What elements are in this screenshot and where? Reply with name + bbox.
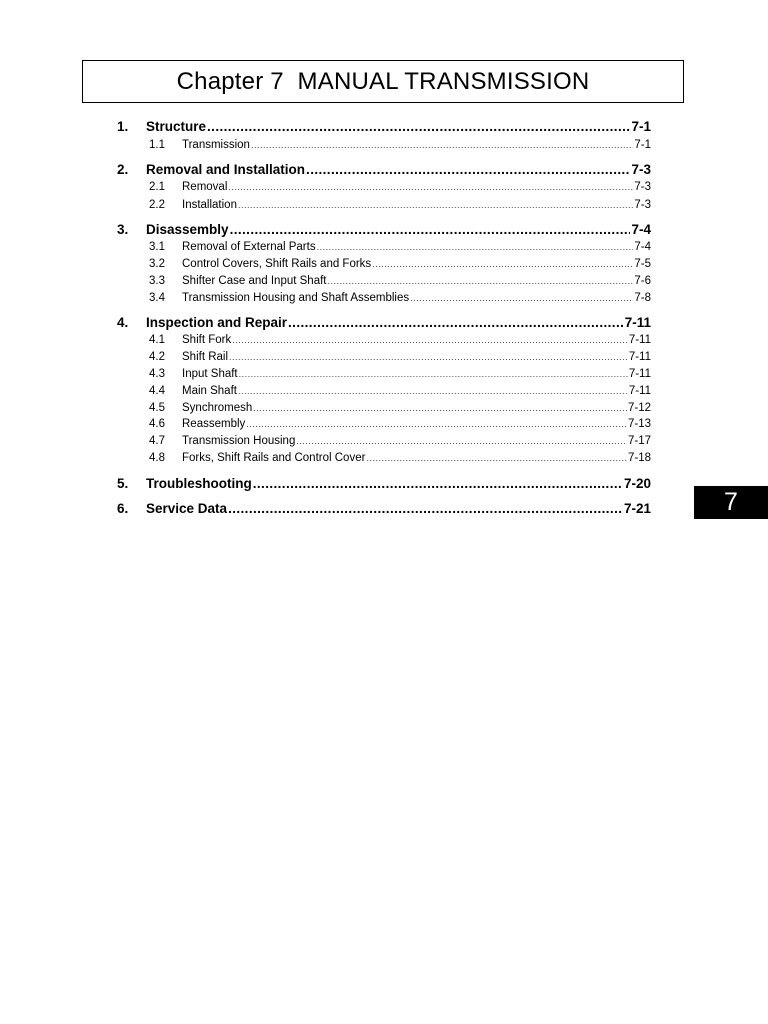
subsection-title: Control Covers, Shift Rails and Forks: [182, 258, 372, 270]
toc-subsection-4-5[interactable]: [117, 402, 651, 414]
dot-leader: [230, 222, 631, 237]
section-title: Disassembly: [146, 222, 229, 237]
dot-leader: [296, 436, 627, 446]
toc-subsection-3-3[interactable]: [117, 275, 651, 287]
toc-subsection-4-8[interactable]: [117, 452, 651, 464]
toc-section-6[interactable]: [117, 501, 651, 516]
toc-subsection-3-1[interactable]: [117, 241, 651, 253]
section-title: Inspection and Repair: [146, 315, 288, 330]
subsection-title: Removal: [182, 181, 228, 193]
page-number: 7-20: [623, 476, 651, 491]
subsection-number: 4.7: [149, 435, 165, 447]
chapter-tab-number: 7: [724, 488, 738, 516]
subsection-title: Transmission: [182, 139, 250, 151]
dot-leader: [327, 276, 633, 286]
subsection-number: 3.1: [149, 241, 165, 253]
subsection-title: Shifter Case and Input Shaft: [182, 275, 327, 287]
page-number: 7-8: [634, 292, 651, 304]
page-number: 7-3: [631, 162, 651, 177]
page-number: 7-18: [627, 452, 651, 464]
page-number: 7-12: [627, 402, 651, 414]
subsection-number: 2.2: [149, 199, 165, 211]
page-number: 7-3: [634, 199, 651, 211]
subsection-number: 4.6: [149, 418, 165, 430]
dot-leader: [253, 476, 623, 491]
subsection-number: 4.8: [149, 452, 165, 464]
subsection-title: Transmission Housing and Shaft Assemblies: [182, 292, 410, 304]
page-number: 7-1: [631, 119, 651, 134]
subsection-title: Transmission Housing: [182, 435, 296, 447]
subsection-title: Shift Rail: [182, 351, 229, 363]
section-title: Removal and Installation: [146, 162, 306, 177]
dot-leader: [288, 315, 624, 330]
subsection-title: Shift Fork: [182, 334, 232, 346]
toc-subsection-4-1[interactable]: [117, 334, 651, 346]
subsection-title: Removal of External Parts: [182, 241, 316, 253]
dot-leader: [232, 335, 628, 345]
section-number: 2.: [117, 162, 129, 177]
dot-leader: [229, 352, 628, 362]
page-number: 7-11: [624, 315, 651, 330]
subsection-number: 4.5: [149, 402, 165, 414]
chapter-tab: [694, 486, 768, 519]
dot-leader: [239, 369, 628, 379]
dot-leader: [228, 501, 623, 516]
page-number: 7-11: [628, 351, 651, 363]
toc-subsection-1-1[interactable]: [117, 139, 651, 151]
chapter-title: Chapter 7 MANUAL TRANSMISSION: [176, 67, 590, 95]
section-number: 4.: [117, 315, 129, 330]
page-number: 7-11: [628, 385, 651, 397]
dot-leader: [207, 119, 630, 134]
toc-subsection-4-6[interactable]: [117, 418, 651, 430]
subsection-number: 2.1: [149, 181, 165, 193]
toc-subsection-2-1[interactable]: [117, 181, 651, 193]
toc-subsection-4-4[interactable]: [117, 385, 651, 397]
page-number: 7-13: [627, 418, 651, 430]
dot-leader: [372, 259, 633, 269]
page-number: 7-17: [627, 435, 651, 447]
section-number: 6.: [117, 501, 129, 516]
subsection-title: Installation: [182, 199, 237, 211]
toc-subsection-4-7[interactable]: [117, 435, 651, 447]
subsection-title: Input Shaft: [182, 368, 238, 380]
page-number: 7-6: [634, 275, 651, 287]
toc-section-5[interactable]: [117, 476, 651, 491]
dot-leader: [251, 140, 633, 150]
section-number: 5.: [117, 476, 129, 491]
subsection-title: Forks, Shift Rails and Control Cover: [182, 452, 366, 464]
dot-leader: [253, 403, 627, 413]
page-number: 7-21: [623, 501, 651, 516]
subsection-number: 4.1: [149, 334, 165, 346]
page-number: 7-11: [628, 368, 651, 380]
page-number: 7-11: [628, 334, 651, 346]
page-number: 7-5: [634, 258, 651, 270]
chapter-title-box: [82, 60, 684, 103]
dot-leader: [238, 386, 628, 396]
toc-section-2[interactable]: [117, 162, 651, 177]
subsection-number: 3.3: [149, 275, 165, 287]
subsection-title: Reassembly: [182, 418, 246, 430]
toc-subsection-2-2[interactable]: [117, 199, 651, 211]
toc-section-1[interactable]: [117, 119, 651, 134]
toc-section-3[interactable]: [117, 222, 651, 237]
dot-leader: [317, 242, 634, 252]
subsection-number: 3.2: [149, 258, 165, 270]
page-number: 7-4: [631, 222, 651, 237]
section-title: Structure: [146, 119, 207, 134]
toc-section-4[interactable]: [117, 315, 651, 330]
section-number: 1.: [117, 119, 129, 134]
page-number: 7-4: [634, 241, 651, 253]
section-title: Service Data: [146, 501, 228, 516]
subsection-number: 1.1: [149, 139, 165, 151]
subsection-title: Synchromesh: [182, 402, 253, 414]
toc-subsection-3-4[interactable]: [117, 292, 651, 304]
section-number: 3.: [117, 222, 129, 237]
section-title: Troubleshooting: [146, 476, 252, 491]
subsection-title: Main Shaft: [182, 385, 237, 397]
dot-leader: [238, 200, 633, 210]
dot-leader: [306, 162, 630, 177]
toc-subsection-4-2[interactable]: [117, 351, 651, 363]
subsection-number: 4.4: [149, 385, 165, 397]
subsection-number: 4.3: [149, 368, 165, 380]
page-number: 7-1: [634, 139, 651, 151]
page-number: 7-3: [634, 181, 651, 193]
dot-leader: [410, 293, 633, 303]
dot-leader: [228, 182, 633, 192]
dot-leader: [366, 453, 627, 463]
dot-leader: [246, 419, 627, 429]
subsection-number: 4.2: [149, 351, 165, 363]
subsection-number: 3.4: [149, 292, 165, 304]
toc-subsection-3-2[interactable]: [117, 258, 651, 270]
toc-subsection-4-3[interactable]: [117, 368, 651, 380]
